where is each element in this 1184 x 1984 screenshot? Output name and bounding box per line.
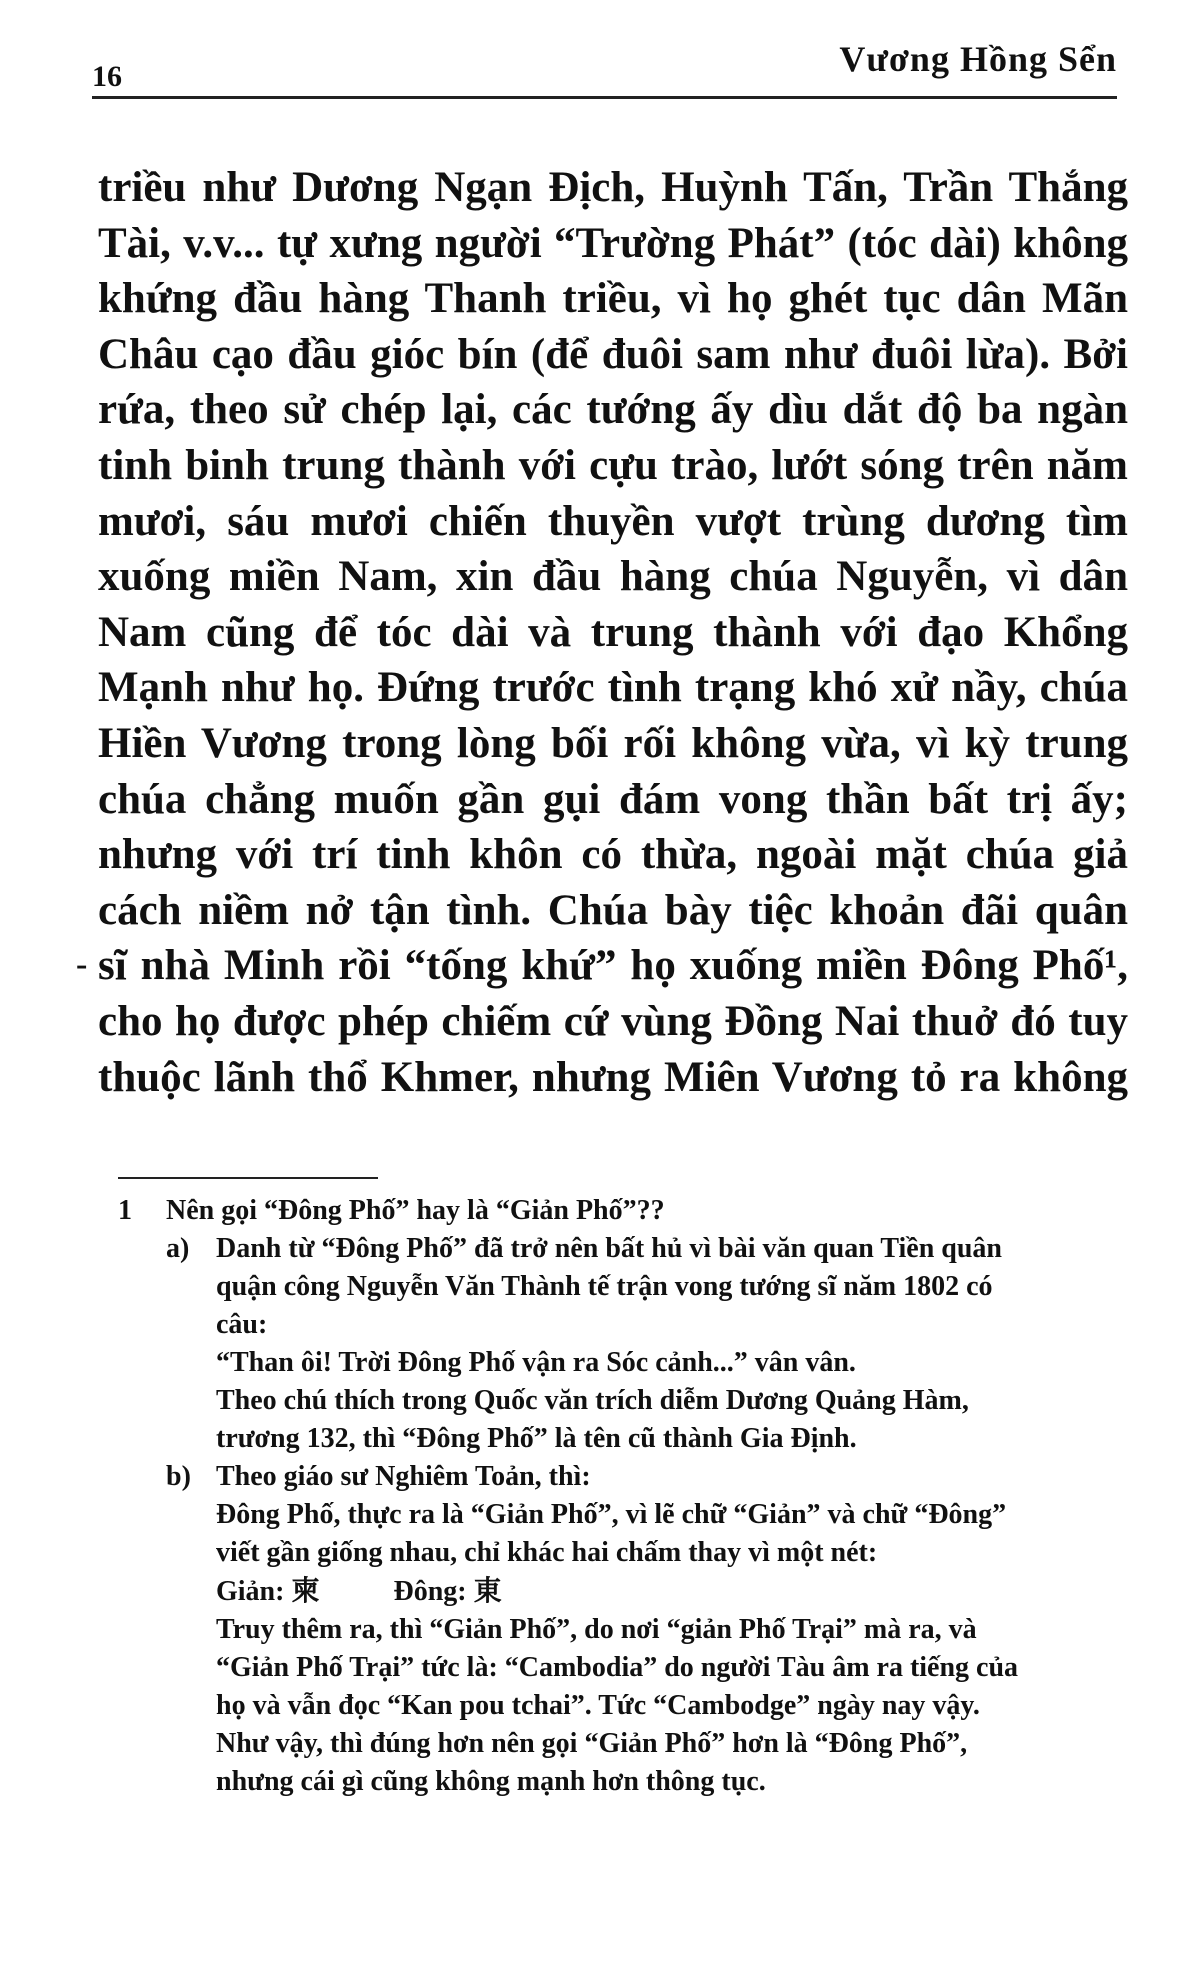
body-line: sĩ nhà Minh rồi “tống khứ” họ xuống miền Đông Phố¹, bbox=[98, 942, 1128, 990]
body-line: cho họ được phép chiếm cứ vùng Đồng Nai thuở đó tuy bbox=[98, 997, 1128, 1045]
body-line: Tài, v.v... tự xưng người “Trường Phát” (tóc dài) không bbox=[98, 219, 1128, 267]
page-number: 16 bbox=[92, 60, 122, 93]
body-line: mươi, sáu mươi chiến thuyền vượt trùng dương tìm bbox=[98, 497, 1128, 545]
footnote-text: Danh từ “Đông Phố” đã trở nên bất hủ vì bài văn quan Tiền quân bbox=[216, 1233, 1002, 1264]
footnote-line: quận công Nguyễn Văn Thành tế trận vong tướng sĩ năm 1802 có bbox=[216, 1271, 993, 1302]
footnote-line: Truy thêm ra, thì “Giản Phố”, do nơi “giản Phố Trại” mà ra, và bbox=[216, 1614, 977, 1645]
footnote-line: câu: bbox=[216, 1309, 268, 1340]
footnote-line bbox=[118, 1230, 1128, 1268]
body-text bbox=[98, 160, 1128, 1105]
header-rule bbox=[92, 96, 1117, 99]
gian-label: Giản: bbox=[216, 1576, 285, 1607]
body-line: triều như Dương Ngạn Địch, Huỳnh Tấn, Trần Thắng bbox=[98, 164, 1128, 211]
footnote-line: trương 132, thì “Đông Phố” là tên cũ thành Gia Định. bbox=[216, 1423, 857, 1454]
body-line: khứng đầu hàng Thanh triều, vì họ ghét tục dân Mãn bbox=[98, 275, 1128, 323]
footnote-rule bbox=[118, 1177, 378, 1179]
body-line: Hiền Vương trong lòng bối rối không vừa, vì kỳ trung bbox=[98, 719, 1128, 767]
body-line: cách niềm nở tận tình. Chúa bày tiệc khoản đãi quân bbox=[98, 886, 1128, 934]
footnote-sublabel-b: b) bbox=[166, 1461, 191, 1492]
footnote-line: “Than ôi! Trời Đông Phố vận ra Sóc cảnh...” vân vân. bbox=[216, 1347, 856, 1378]
character-comparison bbox=[118, 1572, 1128, 1611]
body-line: xuống miền Nam, xin đầu hàng chúa Nguyễn, vì dân bbox=[98, 553, 1128, 601]
footnote-title: Nên gọi “Đông Phố” hay là “Giản Phố”?? bbox=[166, 1195, 665, 1226]
footnote-text: Theo giáo sư Nghiêm Toản, thì: bbox=[216, 1461, 591, 1492]
footnote-line: Đông Phố, thực ra là “Giản Phố”, vì lẽ chữ “Giản” và chữ “Đông” bbox=[216, 1499, 1007, 1530]
body-line: chúa chẳng muốn gần gụi đám vong thần bất trị ấy; bbox=[98, 775, 1128, 823]
dong-label: Đông: bbox=[393, 1576, 467, 1607]
margin-mark: - bbox=[76, 946, 88, 983]
footnote-line: Theo chú thích trong Quốc văn trích diễm Dương Quảng Hàm, bbox=[216, 1385, 969, 1416]
body-line: Mạnh như họ. Đứng trước tình trạng khó xử nầy, chúa bbox=[98, 664, 1128, 712]
footnote-line bbox=[118, 1458, 1128, 1496]
footnote-line: “Giản Phố Trại” tức là: “Cambodia” do người Tàu âm ra tiếng của bbox=[216, 1652, 1019, 1683]
body-line: rứa, theo sử chép lại, các tướng ấy dìu dắt độ ba ngàn bbox=[98, 386, 1128, 434]
body-line: tinh binh trung thành với cựu trào, lướt sóng trên năm bbox=[98, 441, 1128, 489]
footnote-sublabel-a: a) bbox=[166, 1233, 190, 1264]
page-header bbox=[92, 38, 1117, 108]
footnote-number: 1 bbox=[118, 1195, 132, 1226]
running-title: Vương Hồng Sển bbox=[839, 39, 1117, 79]
body-line: Nam cũng để tóc dài và trung thành với đạo Khổng bbox=[98, 608, 1128, 656]
body-line: nhưng với trí tinh khôn có thừa, ngoài mặt chúa giả bbox=[98, 831, 1128, 879]
body-line: Châu cạo đầu gióc bín (để đuôi sam như đuôi lừa). Bởi bbox=[98, 330, 1128, 378]
gian-character: 柬 bbox=[291, 1574, 320, 1607]
footnote-line: họ và vẫn đọc “Kan pou tchai”. Tức “Cambodge” ngày nay vậy. bbox=[216, 1690, 980, 1721]
body-line: thuộc lãnh thổ Khmer, nhưng Miên Vương tỏ ra không bbox=[98, 1053, 1128, 1101]
footnote-title-row bbox=[118, 1192, 1128, 1230]
footnotes bbox=[118, 1192, 1128, 1801]
footnote-line: viết gần giống nhau, chỉ khác hai chấm thay vì một nét: bbox=[216, 1537, 878, 1568]
footnote-line: nhưng cái gì cũng không mạnh hơn thông tục. bbox=[216, 1766, 766, 1797]
dong-character: 東 bbox=[473, 1574, 502, 1607]
footnote-line: Như vậy, thì đúng hơn nên gọi “Giản Phố” hơn là “Đông Phố”, bbox=[216, 1728, 968, 1759]
